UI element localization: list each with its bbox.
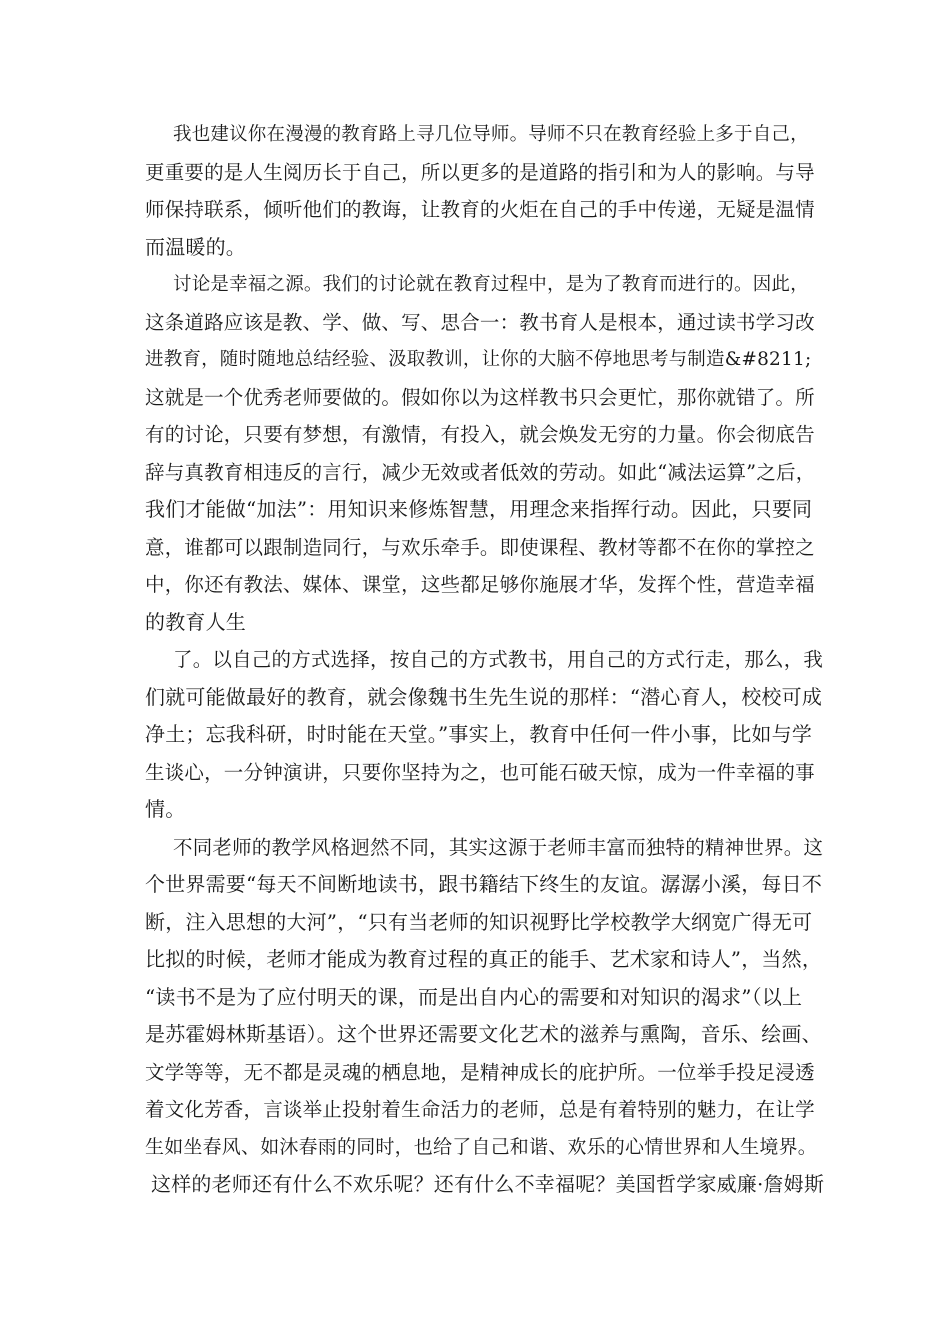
text-line: 这条道路应该是教、学、做、写、思合一：教书育人是根本，通过读书学习改	[145, 310, 815, 334]
text-line: 讨论是幸福之源。我们的讨论就在教育过程中，是为了教育而进行的。因此，	[173, 274, 809, 295]
text-line: 比拟的时候，老师才能成为教育过程的真正的能手、艺术家和诗人”，当然，	[145, 947, 823, 971]
text-line: 意，谁都可以跟制造同行，与欢乐牵手。即使课程、教材等都不在你的掌控之	[145, 535, 815, 559]
text-line: 生如坐春风、如沐春雨的同时，也给了自己和谐、欢乐的心情世界和人生境界。	[145, 1135, 818, 1158]
text-line: 辞与真教育相违反的言行，减少无效或者低效的劳动。如此“减法运算”之后，	[145, 460, 816, 484]
text-line: 净土；忘我科研，时时能在天堂。”事实上，教育中任何一件小事，比如与学	[145, 722, 813, 746]
text-line: 我也建议你在漫漫的教育路上寻几位导师。导师不只在教育经验上多于自己，	[173, 124, 809, 145]
text-line: “读书不是为了应付明天的课，而是出自内心的需要和对知识的渴求”（以上	[145, 984, 803, 1009]
text-line: 了。以自己的方式选择，按自己的方式教书，用自己的方式行走，那么，我	[173, 648, 824, 671]
text-line: 们就可能做最好的教育，就会像魏书生先生说的那样：“潜心育人，校校可成	[145, 684, 823, 709]
body-text	[145, 116, 825, 1204]
text-line: 着文化芳香，言谈举止投射着生命活力的老师，总是有着特别的魅力，在让学	[145, 1098, 815, 1121]
text-line: 进教育，随时随地总结经验、汲取教训，让你的大脑不停地思考与制造&#8211;	[145, 349, 812, 370]
text-line: 文学等等，无不都是灵魂的栖息地，是精神成长的庇护所。一位举手投足浸透	[145, 1060, 815, 1084]
text-line: 我们才能做“加法”：用知识来修炼智慧，用理念来指挥行动。因此，只要同	[145, 497, 813, 521]
text-line: 不同老师的教学风格迥然不同，其实这源于老师丰富而独特的精神世界。这	[173, 835, 824, 859]
text-line: 中，你还有教法、媒体、课堂，这些都足够你施展才华，发挥个性，营造幸福	[145, 573, 815, 596]
text-line: 断，注入思想的大河”，“只有当老师的知识视野比学校教学大纲宽广得无可	[145, 909, 813, 934]
text-line: 情。	[145, 797, 186, 821]
text-line: 个世界需要“每天不间断地读书，跟书籍结下终生的友谊。潺潺小溪，每日不	[145, 872, 823, 896]
text-line: 师保持联系，倾听他们的教诲，让教育的火炬在自己的手中传递，无疑是温情	[145, 198, 815, 221]
text-line: 这就是一个优秀老师要做的。假如你以为这样教书只会更忙，那你就错了。所	[145, 385, 815, 409]
text-line: 是苏霍姆林斯基语）。这个世界还需要文化艺术的滋养与熏陶，音乐、绘画、	[145, 1022, 822, 1046]
text-line: 而温暖的。	[145, 234, 246, 259]
text-line: 更重要的是人生阅历长于自己，所以更多的是道路的指引和为人的影响。与导	[145, 160, 815, 184]
text-line: 这样的老师还有什么不欢乐呢？还有什么不幸福呢？美国哲学家威廉·詹姆斯	[151, 1172, 825, 1196]
text-line: 有的讨论，只要有梦想，有激情，有投入，就会焕发无穷的力量。你会彻底告	[145, 423, 815, 446]
text-line: 的教育人生	[145, 609, 246, 634]
text-line: 生谈心，一分钟演讲，只要你坚持为之，也可能石破天惊，成为一件幸福的事	[145, 760, 815, 784]
